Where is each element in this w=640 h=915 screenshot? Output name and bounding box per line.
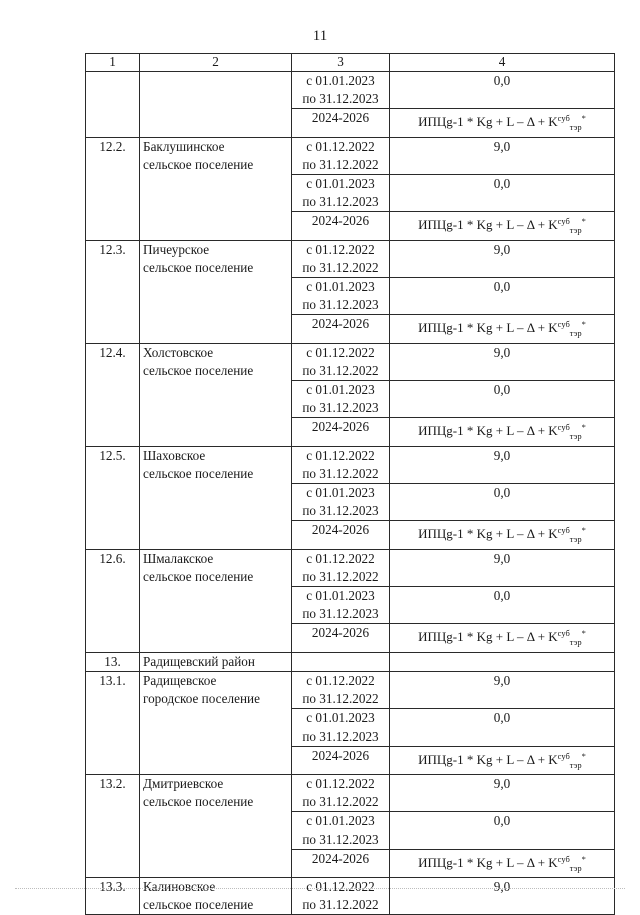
cell-period: с 01.01.2023 по 31.12.2023 <box>292 381 390 418</box>
cell-value: 0,0 <box>390 484 615 521</box>
cell-name <box>140 72 292 138</box>
cell-period: с 01.12.2022 по 31.12.2022 <box>292 240 390 277</box>
cell-formula: ИПЦg-1 * $Kg + L - \Delta + K^{суб}_{тэр}^*$ <box>390 624 615 652</box>
cell-value: 9,0 <box>390 343 615 380</box>
cell-name: Калиновское сельское поселение <box>140 877 292 914</box>
cell-name: Радищевский район <box>140 652 292 671</box>
table-row <box>86 343 615 380</box>
table-row <box>86 774 615 811</box>
table-row <box>86 446 615 483</box>
cell-period: 2024-2026 <box>292 521 390 549</box>
cell-number: 13.2. <box>86 774 140 877</box>
table-row <box>86 877 615 914</box>
cell-value: 0,0 <box>390 812 615 849</box>
cell-number: 12.6. <box>86 549 140 652</box>
cell-period: с 01.12.2022 по 31.12.2022 <box>292 137 390 174</box>
cell-name: Шаховское сельское поселение <box>140 446 292 549</box>
cell-period: 2024-2026 <box>292 849 390 877</box>
table-row <box>86 240 615 277</box>
cell-period: с 01.01.2023 по 31.12.2023 <box>292 709 390 746</box>
cell-formula: ИПЦg-1 * $Kg + L - \Delta + K^{суб}_{тэр}^*$ <box>390 849 615 877</box>
cell-period: с 01.12.2022 по 31.12.2022 <box>292 343 390 380</box>
cell-number: 12.4. <box>86 343 140 446</box>
cell-number: 12.2. <box>86 137 140 240</box>
cell-value: 0,0 <box>390 381 615 418</box>
cell-period: с 01.01.2023 по 31.12.2023 <box>292 175 390 212</box>
cell-value <box>390 652 615 671</box>
cell-period: с 01.12.2022 по 31.12.2022 <box>292 446 390 483</box>
cell-period: 2024-2026 <box>292 746 390 774</box>
cell-number: 13.3. <box>86 877 140 914</box>
cell-number <box>86 72 140 138</box>
cell-formula: ИПЦg-1 * $Kg + L - \Delta + K^{суб}_{тэр}^*$ <box>390 212 615 240</box>
cell-number: 13. <box>86 652 140 671</box>
cell-formula: ИПЦg-1 * $Kg + L - \Delta + K^{суб}_{тэр}^*$ <box>390 109 615 137</box>
table-header-row <box>86 54 615 72</box>
cell-value: 9,0 <box>390 774 615 811</box>
cell-period: 2024-2026 <box>292 212 390 240</box>
cell-value: 0,0 <box>390 175 615 212</box>
cell-period: 2024-2026 <box>292 624 390 652</box>
cell-formula: ИПЦg-1 * $Kg + L - \Delta + K^{суб}_{тэр}^*$ <box>390 746 615 774</box>
cell-period: с 01.12.2022 по 31.12.2022 <box>292 549 390 586</box>
cell-period: с 01.01.2023 по 31.12.2023 <box>292 484 390 521</box>
cell-number: 12.3. <box>86 240 140 343</box>
cell-period: с 01.01.2023 по 31.12.2023 <box>292 72 390 109</box>
cell-value: 0,0 <box>390 72 615 109</box>
cell-value: 9,0 <box>390 240 615 277</box>
cell-name: Баклушинское сельское поселение <box>140 137 292 240</box>
cell-value: 9,0 <box>390 671 615 708</box>
column-header: 3 <box>292 54 390 72</box>
cell-value: 9,0 <box>390 877 615 914</box>
cell-value: 0,0 <box>390 278 615 315</box>
cell-number: 13.1. <box>86 671 140 774</box>
table-row <box>86 652 615 671</box>
cell-value: 9,0 <box>390 446 615 483</box>
cell-period: с 01.01.2023 по 31.12.2023 <box>292 812 390 849</box>
cell-period: с 01.12.2022 по 31.12.2022 <box>292 671 390 708</box>
cell-period: 2024-2026 <box>292 109 390 137</box>
column-header: 2 <box>140 54 292 72</box>
cell-period: с 01.12.2022 по 31.12.2022 <box>292 877 390 914</box>
table-row <box>86 671 615 708</box>
cell-name: Холстовское сельское поселение <box>140 343 292 446</box>
page-footer-line <box>15 888 625 889</box>
cell-value: 9,0 <box>390 549 615 586</box>
cell-period: с 01.01.2023 по 31.12.2023 <box>292 278 390 315</box>
cell-value: 0,0 <box>390 587 615 624</box>
cell-period: 2024-2026 <box>292 315 390 343</box>
column-header: 4 <box>390 54 615 72</box>
table-row <box>86 72 615 109</box>
cell-period: с 01.01.2023 по 31.12.2023 <box>292 587 390 624</box>
cell-period <box>292 652 390 671</box>
cell-name: Дмитриевское сельское поселение <box>140 774 292 877</box>
cell-name: Шмалакское сельское поселение <box>140 549 292 652</box>
cell-value: 0,0 <box>390 709 615 746</box>
cell-name: Пичеурское сельское поселение <box>140 240 292 343</box>
column-header: 1 <box>86 54 140 72</box>
table-row <box>86 137 615 174</box>
cell-number: 12.5. <box>86 446 140 549</box>
cell-name: Радищевское городское поселение <box>140 671 292 774</box>
cell-value: 9,0 <box>390 137 615 174</box>
cell-period: с 01.12.2022 по 31.12.2022 <box>292 774 390 811</box>
table-row <box>86 549 615 586</box>
cell-formula: ИПЦg-1 * $Kg + L - \Delta + K^{суб}_{тэр}^*$ <box>390 521 615 549</box>
page-number: 11 <box>312 28 328 44</box>
cell-period: 2024-2026 <box>292 418 390 446</box>
cell-formula: ИПЦg-1 * $Kg + L - \Delta + K^{суб}_{тэр}^*$ <box>390 315 615 343</box>
cell-formula: ИПЦg-1 * $Kg + L - \Delta + K^{суб}_{тэр}^*$ <box>390 418 615 446</box>
tariff-table <box>85 53 615 915</box>
